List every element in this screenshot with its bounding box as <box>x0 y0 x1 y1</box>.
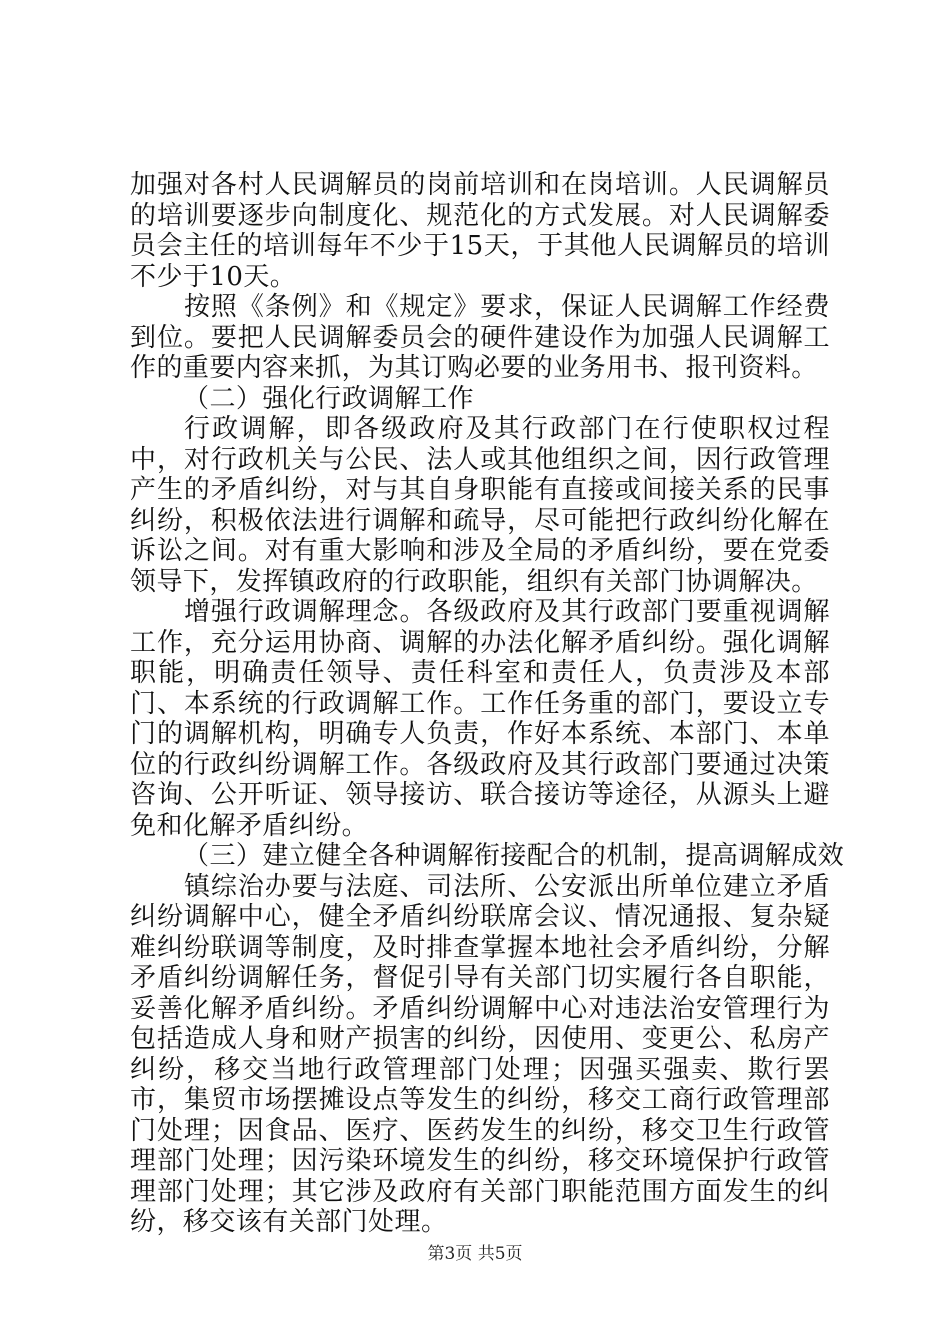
section-heading-3: （三）建立健全各种调解衔接配合的机制，提高调解成效 <box>183 841 845 871</box>
paragraph-training: 加强对各村人民调解员的岗前培训和在岗培训。人民调解员的培训要逐步向制度化、规范化的方式发展。对人民调解委员会主任的培训每年不少于15天，于其他人民调解员的培训不少于10天。 <box>130 170 830 292</box>
paragraph-admin-mediation: 行政调解，即各级政府及其行政部门在行使职权过程中，对行政机关与公民、法人或其他组织之间，因行政管理产生的矛盾纠纷，对与其自身职能有直接或间接关系的民事纠纷，积极依法进行调解和疏导，尽可能把行政纠纷化解在诉讼之间。对有重大影响和涉及全局的矛盾纠纷，要在党委领导下，发挥镇政府的行政职能，组织有关部门协调解决。 <box>130 414 830 597</box>
section-heading-2: （二）强化行政调解工作 <box>183 383 474 414</box>
paragraph-mediation-center: 镇综治办要与法庭、司法所、公安派出所单位建立矛盾纠纷调解中心，健全矛盾纠纷联席会议、情况通报、复杂疑难纠纷联调等制度，及时排查掌握本地社会矛盾纠纷，分解矛盾纠纷调解任务，督促引导有关部门切实履行各自职能，妥善化解矛盾纠纷。矛盾纠纷调解中心对违法治安管理行为包括造成人身和财产损害的纠纷，因使用、变更公、私房产纠纷，移交当地行政管理部门处理；因强买强卖、欺行罢市，集贸市场摆摊设点等发生的纠纷，移交工商行政管理部门处理；因食品、医疗、医药发生的纠纷，移交卫生行政管理部门处理；因污染环境发生的纠纷，移交环境保护行政管理部门处理；其它涉及政府有关部门职能范围方面发生的纠纷，移交该有关部门处理。 <box>130 871 830 1237</box>
paragraph-mediation-concept: 增强行政调解理念。各级政府及其行政部门要重视调解工作，充分运用协商、调解的办法化解矛盾纠纷。强化调解职能，明确责任领导、责任科室和责任人，负责涉及本部门、本系统的行政调解工作。工作任务重的部门，要设立专门的调解机构，明确专人负责，作好本系统、本部门、本单位的行政纠纷调解工作。各级政府及其行政部门要通过决策咨询、公开听证、领导接访、联合接访等途径，从源头上避免和化解矛盾纠纷。 <box>130 597 830 841</box>
paragraph-funding: 按照《条例》和《规定》要求，保证人民调解工作经费到位。要把人民调解委员会的硬件建设作为加强人民调解工作的重要内容来抓，为其订购必要的业务用书、报刊资料。 <box>130 292 830 383</box>
page-number-footer: 第3页 共5页 <box>427 1244 523 1264</box>
document-body <box>130 170 845 1238</box>
